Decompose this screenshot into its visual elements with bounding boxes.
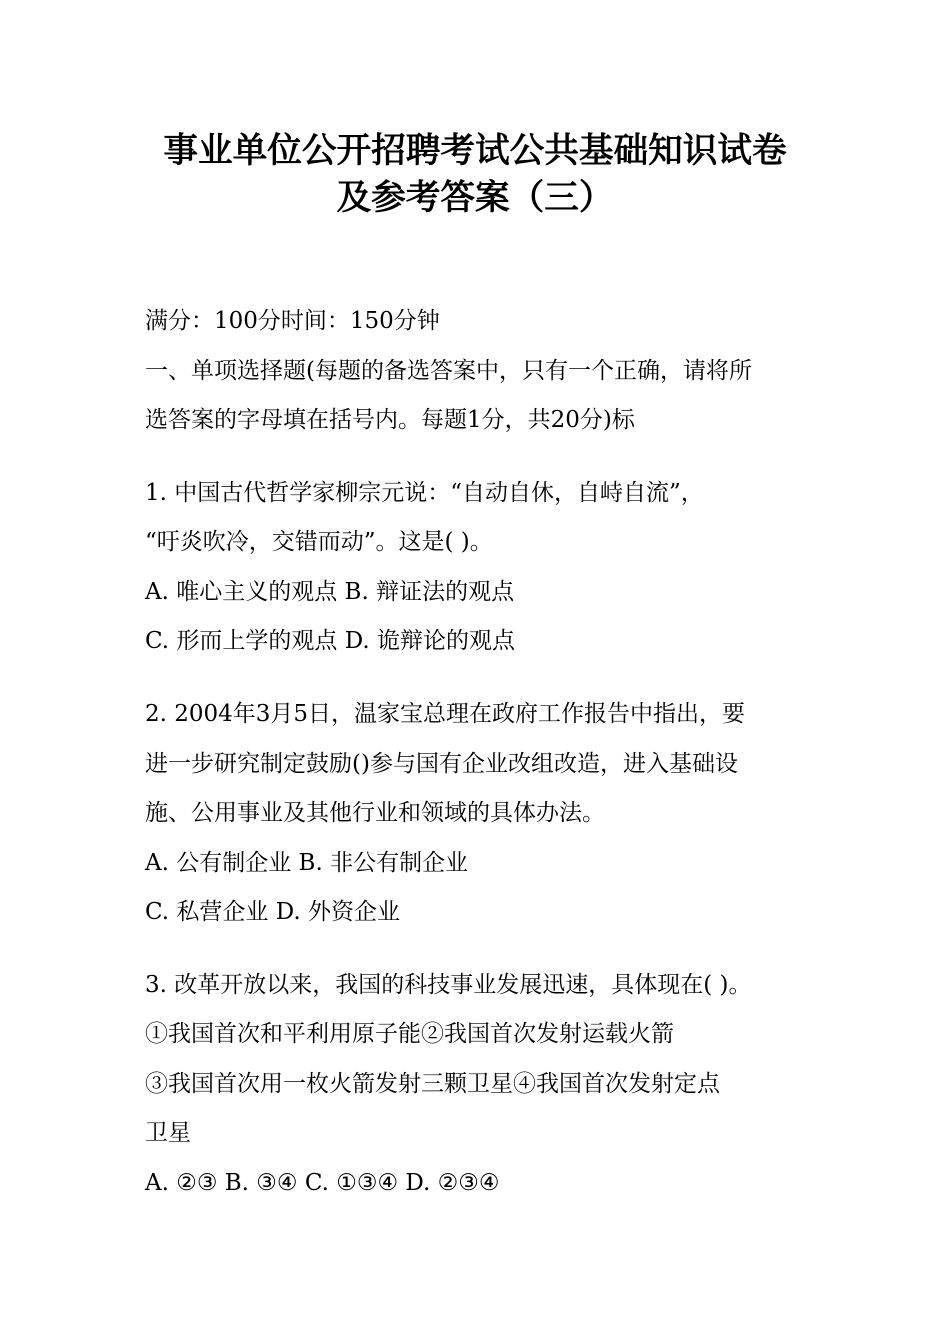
question-3-text-line-3: ③我国首次用一枚火箭发射三颗卫星④我国首次发射定点	[145, 1071, 720, 1097]
question-3-text-line-2: ①我国首次和平利用原子能②我国首次发射运载火箭	[145, 1021, 674, 1047]
question-2-text-line-3: 施、公用事业及其他行业和领域的具体办法。	[145, 800, 605, 826]
section-instruction-line-1: 一、单项选择题(每题的备选答案中，只有一个正确，请将所	[145, 358, 752, 384]
document-title-line-1: 事业单位公开招聘考试公共基础知识试卷	[163, 131, 787, 171]
question-2-options-line-2: C. 私营企业 D. 外资企业	[145, 899, 400, 925]
question-1-options-line-1: A. 唯心主义的观点 B. 辩证法的观点	[145, 579, 515, 605]
section-instruction-line-2: 选答案的字母填在括号内。每题1分，共20分)标	[145, 407, 635, 433]
document-title-line-2: 及参考答案（三）	[336, 178, 614, 218]
question-3-text-line-4: 卫星	[145, 1120, 191, 1146]
question-3-options-line-1: A. ②③ B. ③④ C. ①③④ D. ②③④	[145, 1170, 500, 1196]
question-2-text-line-1: 2. 2004年3月5日，温家宝总理在政府工作报告中指出，要	[145, 701, 746, 727]
question-2-options-line-1: A. 公有制企业 B. 非公有制企业	[145, 850, 469, 876]
exam-meta: 满分：100分时间：150分钟	[145, 308, 440, 334]
question-3-text-line-1: 3. 改革开放以来，我国的科技事业发展迅速，具体现在( )。	[145, 972, 752, 998]
question-2-text-line-2: 进一步研究制定鼓励()参与国有企业改组改造，进入基础设	[145, 751, 738, 777]
question-1-text-line-1: 1. 中国古代哲学家柳宗元说：“自动自休，自峙自流”，	[145, 480, 704, 506]
question-1-text-line-2: “吁炎吹冷，交错而动”。这是( )。	[145, 529, 493, 555]
question-1-options-line-2: C. 形而上学的观点 D. 诡辩论的观点	[145, 628, 515, 654]
